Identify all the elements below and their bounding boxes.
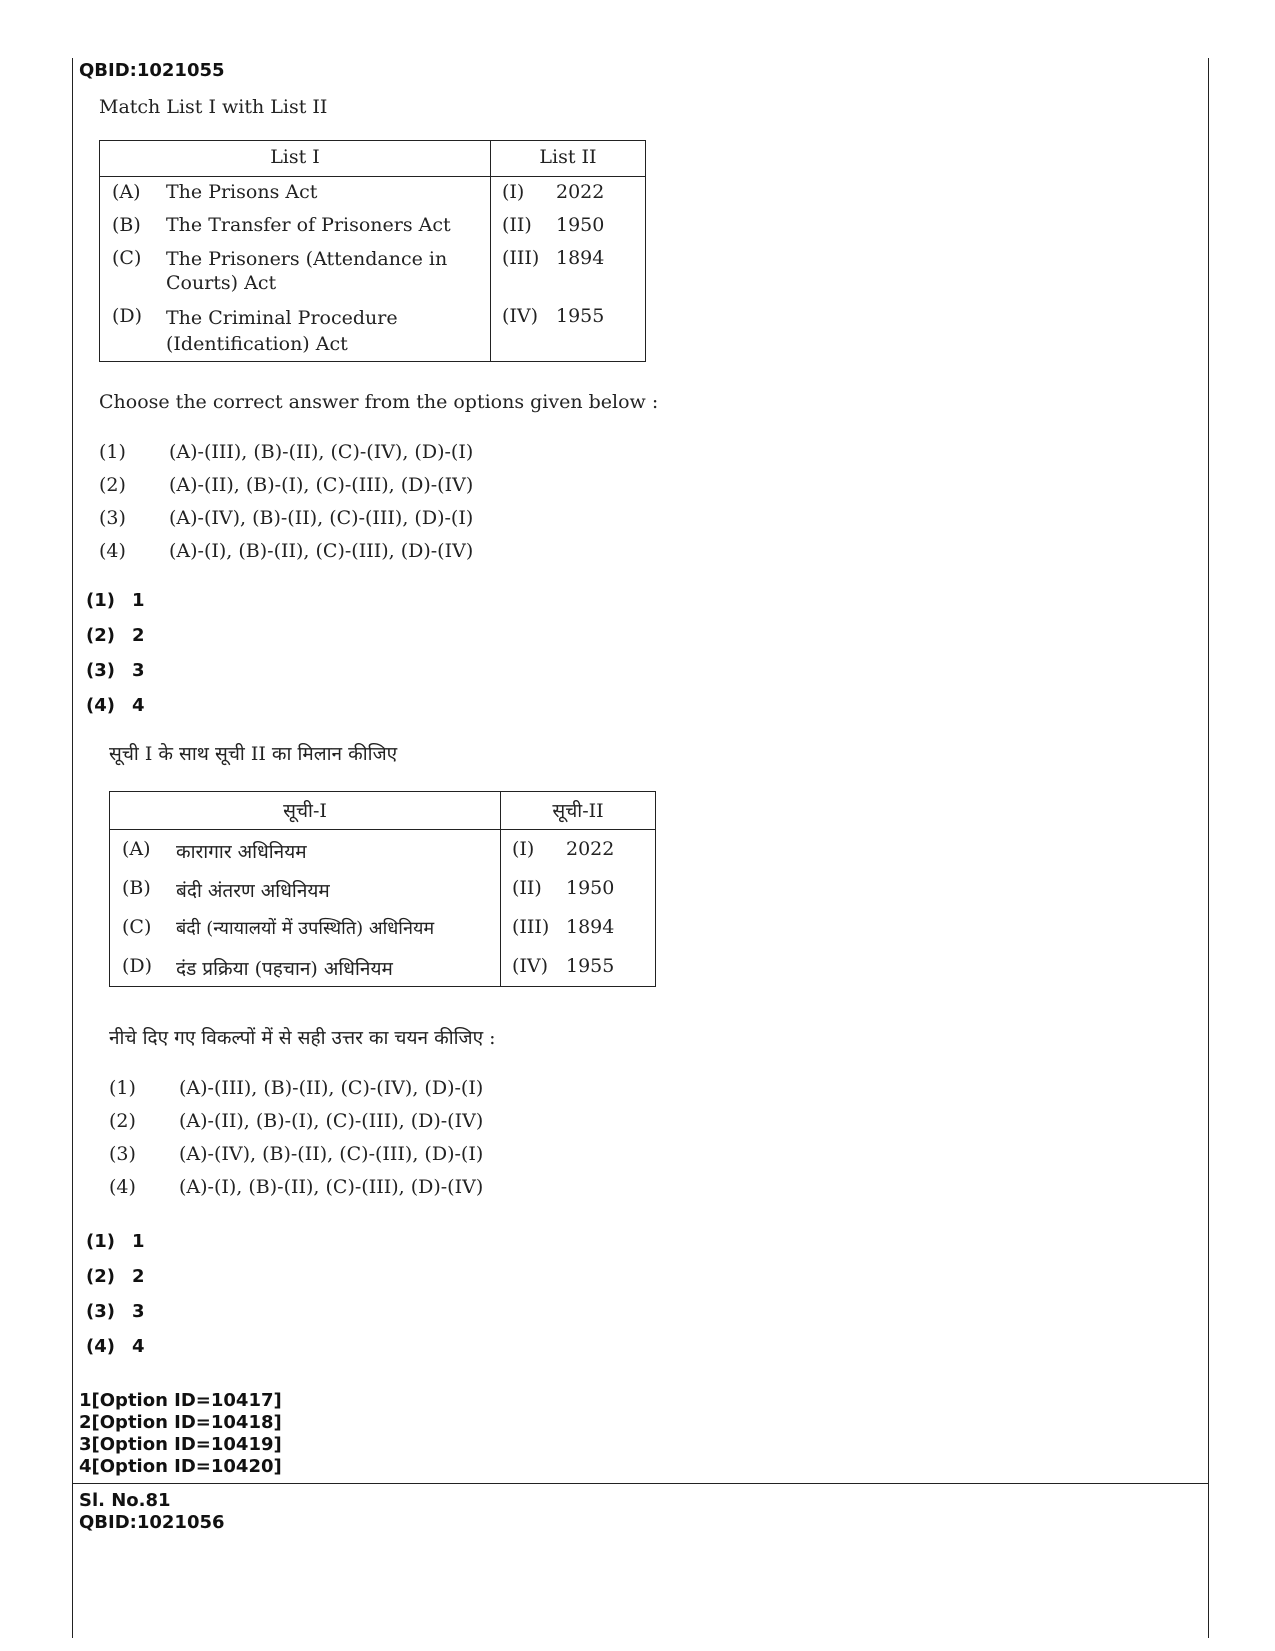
answer-choice-3-hi[interactable]: (3) 3 (86, 1301, 145, 1322)
row-text: The Prisoners (Attendance in Courts) Act (166, 248, 448, 294)
row-label: (C) (112, 247, 142, 269)
answer-choice-1[interactable]: (1) 1 (86, 590, 145, 611)
row-label: (B) (112, 214, 141, 236)
choose-text-en: Choose the correct answer from the options given below : (99, 391, 659, 413)
row-num: (III) (512, 916, 550, 938)
question-instruction-hi: सूची I के साथ सूची II का मिलान कीजिए (109, 743, 398, 765)
row-num: (I) (502, 181, 525, 203)
row-text: बंदी अंतरण अधिनियम (176, 880, 330, 902)
question-separator (72, 1483, 1209, 1484)
row-label: (D) (122, 955, 153, 977)
answer-choice-3[interactable]: (3) 3 (86, 660, 145, 681)
row-label: (A) (112, 181, 141, 203)
row-label: (A) (122, 838, 151, 860)
option-id-2: 2[Option ID=10418] (79, 1412, 282, 1433)
option-1-en: (1) (A)-(III), (B)-(II), (C)-(IV), (D)-(I) (99, 441, 474, 463)
option-1-hi: (1) (A)-(III), (B)-(II), (C)-(IV), (D)-(I) (109, 1077, 484, 1099)
answer-choice-1-hi[interactable]: (1) 1 (86, 1231, 145, 1252)
list2-header-hi: सूची-II (501, 792, 656, 830)
row-val: 1955 (566, 955, 615, 977)
row-val: 2022 (566, 838, 615, 860)
match-table-hi (109, 791, 656, 987)
option-id-1: 1[Option ID=10417] (79, 1390, 282, 1411)
row-num: (I) (512, 838, 535, 860)
answer-choice-4-hi[interactable]: (4) 4 (86, 1336, 145, 1357)
row-text: दंड प्रक्रिया (पहचान) अधिनियम (176, 958, 393, 980)
next-qbid-label: QBID:1021056 (79, 1512, 225, 1533)
option-4-en: (4) (A)-(I), (B)-(II), (C)-(III), (D)-(IV) (99, 540, 474, 562)
serial-number: Sl. No.81 (79, 1490, 171, 1511)
answer-choice-4[interactable]: (4) 4 (86, 695, 145, 716)
row-val: 1894 (556, 247, 605, 269)
row-label: (D) (112, 305, 143, 327)
row-text: The Criminal Procedure (Identification) Act (166, 307, 398, 355)
qbid-label: QBID:1021055 (79, 60, 225, 81)
option-3-en: (3) (A)-(IV), (B)-(II), (C)-(III), (D)-(I) (99, 507, 474, 529)
row-label: (B) (122, 877, 151, 899)
option-id-4: 4[Option ID=10420] (79, 1456, 282, 1477)
list1-header-en: List I (100, 141, 491, 177)
option-3-hi: (3) (A)-(IV), (B)-(II), (C)-(III), (D)-(I) (109, 1143, 484, 1165)
row-label: (C) (122, 916, 152, 938)
row-text: कारागार अधिनियम (176, 841, 307, 863)
list2-header-en: List II (491, 141, 646, 177)
answer-choice-2[interactable]: (2) 2 (86, 625, 145, 646)
option-id-3: 3[Option ID=10419] (79, 1434, 282, 1455)
option-2-hi: (2) (A)-(II), (B)-(I), (C)-(III), (D)-(IV) (109, 1110, 484, 1132)
question-instruction-en: Match List I with List II (99, 96, 328, 118)
row-text: बंदी (न्यायालयों में उपस्थिति) अधिनियम (176, 918, 435, 939)
left-border (72, 58, 73, 1638)
choose-text-hi: नीचे दिए गए विकल्पों में से सही उत्तर का चयन कीजिए : (109, 1027, 496, 1049)
row-num: (IV) (502, 305, 539, 327)
row-num: (II) (502, 214, 532, 236)
right-border (1208, 58, 1209, 1638)
answer-choice-2-hi[interactable]: (2) 2 (86, 1266, 145, 1287)
list1-header-hi: सूची-I (110, 792, 501, 830)
row-val: 1955 (556, 305, 605, 327)
match-table-en (99, 140, 646, 362)
row-text: The Transfer of Prisoners Act (166, 214, 451, 236)
option-4-hi: (4) (A)-(I), (B)-(II), (C)-(III), (D)-(IV) (109, 1176, 484, 1198)
row-text: The Prisons Act (166, 181, 318, 203)
row-num: (II) (512, 877, 542, 899)
row-val: 1950 (556, 214, 605, 236)
row-val: 2022 (556, 181, 605, 203)
option-2-en: (2) (A)-(II), (B)-(I), (C)-(III), (D)-(IV) (99, 474, 474, 496)
option-id-list (79, 1390, 282, 1478)
row-num: (IV) (512, 955, 549, 977)
row-val: 1894 (566, 916, 615, 938)
row-num: (III) (502, 247, 540, 269)
row-val: 1950 (566, 877, 615, 899)
